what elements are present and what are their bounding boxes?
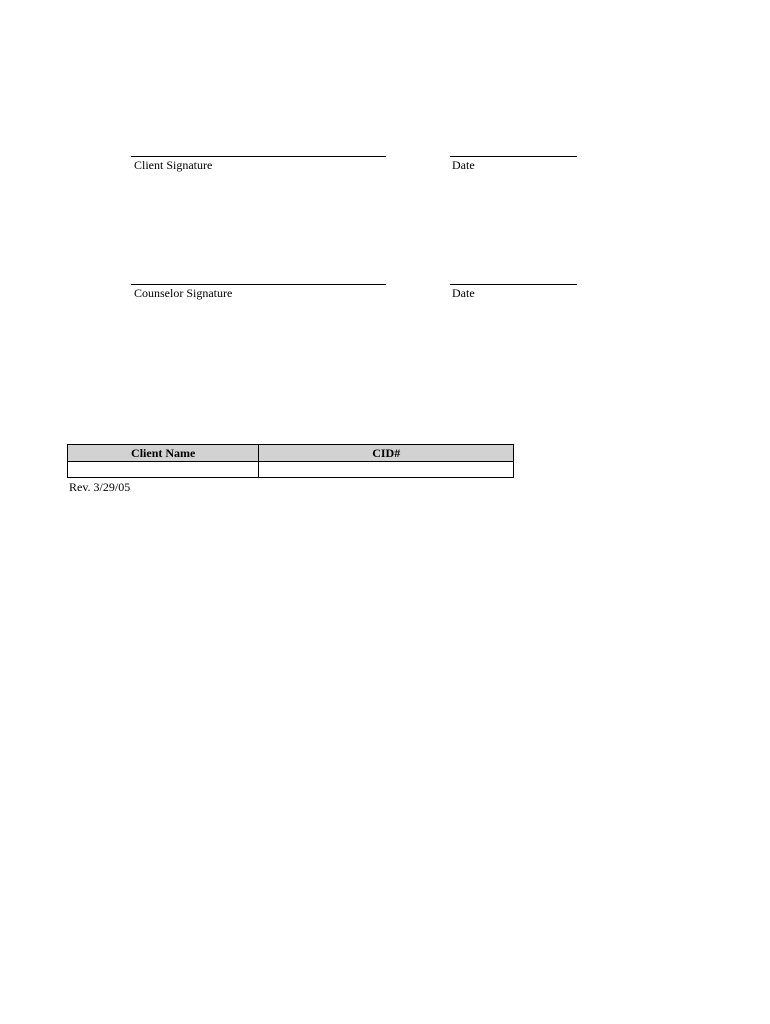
client-name-header: Client Name: [68, 445, 259, 462]
table-header-row: [68, 445, 514, 462]
cid-field[interactable]: [259, 462, 514, 478]
counselor-signature-label: Counselor Signature: [134, 286, 233, 300]
client-signature-label: Client Signature: [134, 158, 213, 172]
client-date-line[interactable]: [450, 156, 577, 157]
counselor-date-line[interactable]: [450, 284, 577, 285]
client-id-table: [67, 444, 514, 478]
table-row: [68, 462, 514, 478]
client-signature-line[interactable]: [131, 156, 386, 157]
counselor-date-label: Date: [452, 286, 475, 300]
cid-header: CID#: [259, 445, 514, 462]
counselor-signature-line[interactable]: [131, 284, 386, 285]
revision-note: Rev. 3/29/05: [69, 480, 131, 494]
client-date-label: Date: [452, 158, 475, 172]
client-name-field[interactable]: [68, 462, 259, 478]
